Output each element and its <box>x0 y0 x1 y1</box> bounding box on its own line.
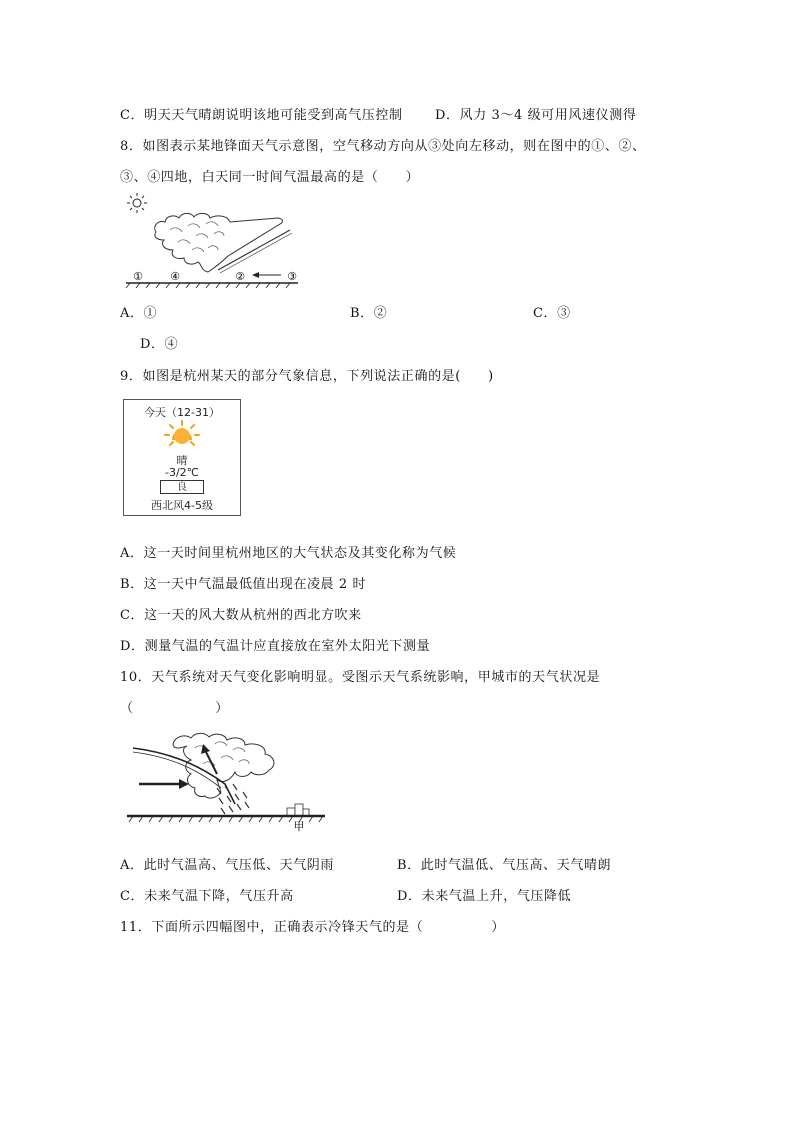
wind-arrow-icon <box>139 779 189 789</box>
q9-option-c: C．这一天的风大数从杭州的西北方吹来 <box>120 608 362 623</box>
site-label-1: ① <box>133 270 143 283</box>
q9-option-d: D．测量气温的气温计应直接放在室外太阳光下测量 <box>120 639 431 654</box>
site-label-2: ② <box>235 270 245 283</box>
q8-option-a: A．① <box>120 306 158 321</box>
q8-stem-line1: 8．如图表示某地锋面天气示意图，空气移动方向从③处向左移动，则在图中的①、②、 <box>120 139 646 154</box>
air-movement-arrow-icon <box>252 272 281 278</box>
q10-option-c: C．未来气温下降，气压升高 <box>120 889 294 904</box>
q8-option-c: C．③ <box>533 306 571 321</box>
q10-option-d: D．未来气温上升，气压降低 <box>397 889 572 904</box>
q10-stem-line2: （ ） <box>120 701 229 716</box>
air-quality-badge: 良 <box>160 480 204 494</box>
q10-option-b: B．此时气温低、气压高、天气晴朗 <box>397 858 612 873</box>
q10-stem-line1: 10．天气系统对天气变化影响明显。受图示天气系统影响，甲城市的天气状况是 <box>120 670 601 685</box>
city-buildings-icon <box>287 804 309 816</box>
q11-stem: 11．下面所示四幅图中，正确表示冷锋天气的是（ ） <box>120 920 505 935</box>
front-cloud <box>155 213 283 272</box>
q8-option-b: B．② <box>350 306 388 321</box>
q7-option-c: C．明天天气晴朗说明该地可能受到高气压控制 <box>120 108 403 123</box>
weather-wind: 西北风4-5级 <box>151 499 213 512</box>
city-label: 甲 <box>293 820 305 833</box>
weather-temperature: -3/2℃ <box>164 466 200 479</box>
weather-card-title: 今天（12-31） <box>144 406 220 419</box>
q8-stem-line2: ③、④四地，白天同一时间气温最高的是（ ） <box>120 170 420 185</box>
warm-front-diagram <box>118 190 308 288</box>
sunny-icon <box>162 420 202 450</box>
site-label-4: ④ <box>170 270 180 283</box>
weather-card <box>123 399 241 516</box>
weather-condition: 晴 <box>176 454 188 467</box>
q8-option-d: D．④ <box>140 337 179 352</box>
q9-stem: 9．如图是杭州某天的部分气象信息，下列说法正确的是( ) <box>120 369 494 384</box>
q9-option-a: A．这一天时间里杭州地区的大气状态及其变化称为气候 <box>120 546 457 561</box>
front-cloud <box>173 733 274 798</box>
q10-option-a: A．此时气温高、气压低、天气阴雨 <box>120 858 334 873</box>
q7-option-d: D．风力 3～4 级可用风速仪测得 <box>435 108 637 123</box>
sun-icon <box>127 193 147 213</box>
q9-option-b: B．这一天中气温最低值出现在凌晨 2 时 <box>120 577 367 592</box>
site-label-3: ③ <box>287 270 297 283</box>
cold-front-diagram <box>125 728 327 834</box>
